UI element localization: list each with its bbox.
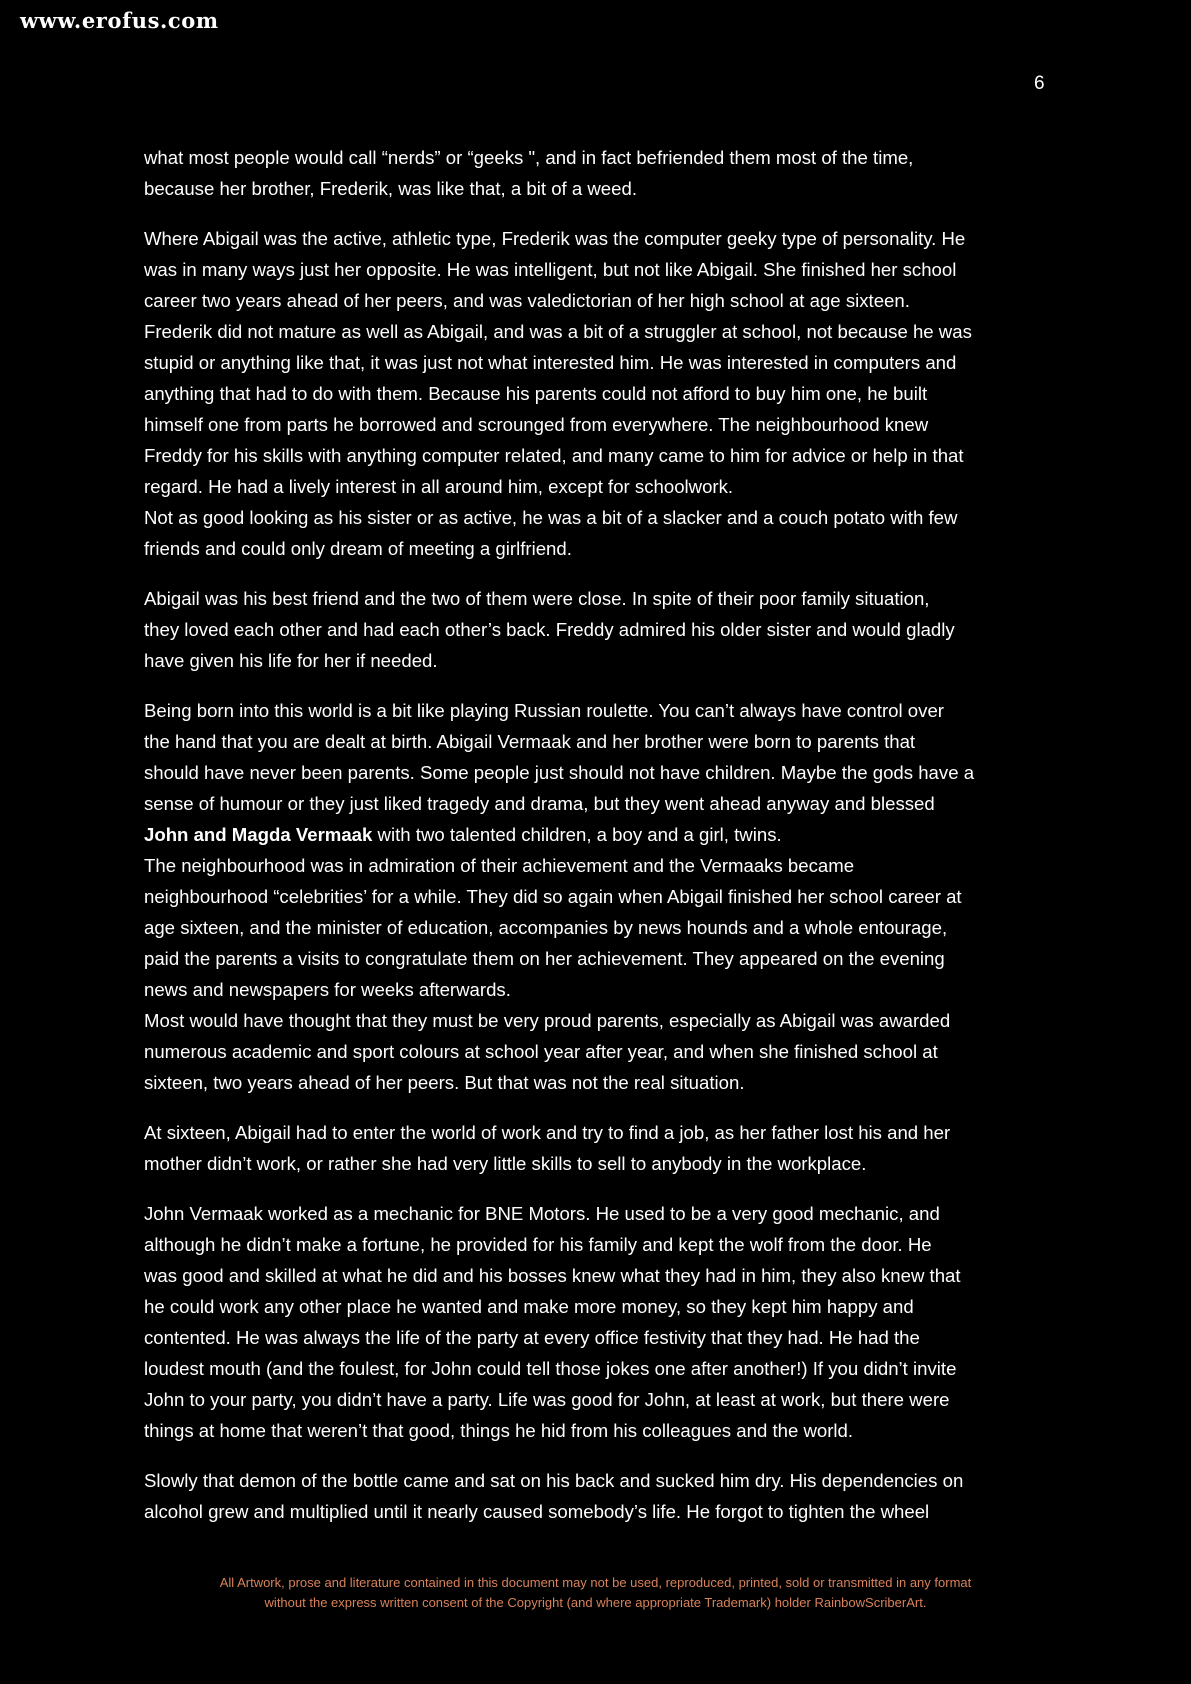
text-fragment: with two talented children, a boy and a girl, twins. (372, 824, 782, 845)
text-line: Frederik did not mature as well as Abigail, and was a bit of a struggler at school, not because he was (144, 321, 972, 342)
text-line: sixteen, two years ahead of her peers. But that was not the real situation. (144, 1072, 745, 1093)
text-line: age sixteen, and the minister of education, accompanies by news hounds and a whole entourage, (144, 917, 948, 938)
text-line: they loved each other and had each other’s back. Freddy admired his older sister and would gladly (144, 619, 955, 640)
text-line: stupid or anything like that, it was just not what interested him. He was interested in computers and (144, 352, 957, 373)
text-line-mixed (144, 819, 1050, 850)
text-line: neighbourhood “celebrities’ for a while. They did so again when Abigail finished her school career at (144, 886, 962, 907)
paragraph-2 (144, 223, 1050, 564)
body-text (144, 142, 1050, 1546)
paragraph-3 (144, 583, 1050, 676)
text-line: because her brother, Frederik, was like that, a bit of a weed. (144, 178, 637, 199)
text-line: mother didn’t work, or rather she had very little skills to sell to anybody in the workplace. (144, 1153, 867, 1174)
text-line: Freddy for his skills with anything computer related, and many came to him for advice or help in that (144, 445, 964, 466)
watermark: www.erofus.com (20, 8, 219, 33)
paragraph-6 (144, 1198, 1050, 1446)
text-line: Abigail was his best friend and the two of them were close. In spite of their poor family situation, (144, 588, 930, 609)
text-line: Being born into this world is a bit like playing Russian roulette. You can’t always have control over (144, 700, 944, 721)
text-line: alcohol grew and multiplied until it nearly caused somebody’s life. He forgot to tighten the wheel (144, 1501, 930, 1522)
text-line: was good and skilled at what he did and his bosses knew what they had in him, they also knew that (144, 1265, 961, 1286)
text-line: At sixteen, Abigail had to enter the world of work and try to find a job, as her father lost his and her (144, 1122, 951, 1143)
text-line: John to your party, you didn’t have a party. Life was good for John, at least at work, but there were (144, 1389, 950, 1410)
text-line: John Vermaak worked as a mechanic for BNE Motors. He used to be a very good mechanic, and (144, 1203, 940, 1224)
text-line: was in many ways just her opposite. He was intelligent, but not like Abigail. She finished her school (144, 259, 957, 280)
bold-names: John and Magda Vermaak (144, 824, 373, 845)
text-line: he could work any other place he wanted and make more money, so they kept him happy and (144, 1296, 914, 1317)
text-line: should have never been parents. Some people just should not have children. Maybe the gods have a (144, 762, 975, 783)
paragraph-7 (144, 1465, 1050, 1527)
paragraph-1 (144, 142, 1050, 204)
text-line: although he didn’t make a fortune, he provided for his family and kept the wolf from the door. He (144, 1234, 932, 1255)
text-line: anything that had to do with them. Because his parents could not afford to buy him one, he built (144, 383, 928, 404)
copyright-line-1: All Artwork, prose and literature contained in this document may not be used, reproduced, printed, sold or transmitted in any format (219, 1575, 972, 1590)
page-number: 6 (1034, 73, 1045, 94)
text-line: Slowly that demon of the bottle came and sat on his back and sucked him dry. His dependencies on (144, 1470, 964, 1491)
copyright-line-2: without the express written consent of the Copyright (and where appropriate Trademark) holder RainbowScriberArt. (264, 1595, 927, 1610)
text-line: what most people would call “nerds” or “geeks ", and in fact befriended them most of the time, (144, 147, 914, 168)
text-line: The neighbourhood was in admiration of their achievement and the Vermaaks became (144, 855, 855, 876)
text-line: sense of humour or they just liked tragedy and drama, but they went ahead anyway and blessed (144, 793, 935, 814)
paragraph-4 (144, 695, 1050, 1098)
text-line: contented. He was always the life of the party at every office festivity that they had. He had the (144, 1327, 920, 1348)
text-line: numerous academic and sport colours at school year after year, and when she finished school at (144, 1041, 938, 1062)
text-line: Not as good looking as his sister or as active, he was a bit of a slacker and a couch potato with few (144, 507, 958, 528)
text-line: have given his life for her if needed. (144, 650, 438, 671)
text-line: himself one from parts he borrowed and scrounged from everywhere. The neighbourhood knew (144, 414, 929, 435)
text-line: career two years ahead of her peers, and was valedictorian of her high school at age sixteen. (144, 290, 910, 311)
text-line: regard. He had a lively interest in all around him, except for schoolwork. (144, 476, 734, 497)
text-line: Most would have thought that they must be very proud parents, especially as Abigail was awarded (144, 1010, 951, 1031)
paragraph-5 (144, 1117, 1050, 1179)
text-line: loudest mouth (and the foulest, for John could tell those jokes one after another!) If you didn’t invite (144, 1358, 957, 1379)
text-line: friends and could only dream of meeting a girlfriend. (144, 538, 572, 559)
text-line: the hand that you are dealt at birth. Abigail Vermaak and her brother were born to parents that (144, 731, 916, 752)
text-line: Where Abigail was the active, athletic type, Frederik was the computer geeky type of personality. He (144, 228, 966, 249)
text-line: paid the parents a visits to congratulate them on her achievement. They appeared on the evening (144, 948, 945, 969)
text-line: news and newspapers for weeks afterwards. (144, 979, 511, 1000)
text-line: things at home that weren’t that good, things he hid from his colleagues and the world. (144, 1420, 854, 1441)
copyright-footer (100, 1573, 1091, 1613)
